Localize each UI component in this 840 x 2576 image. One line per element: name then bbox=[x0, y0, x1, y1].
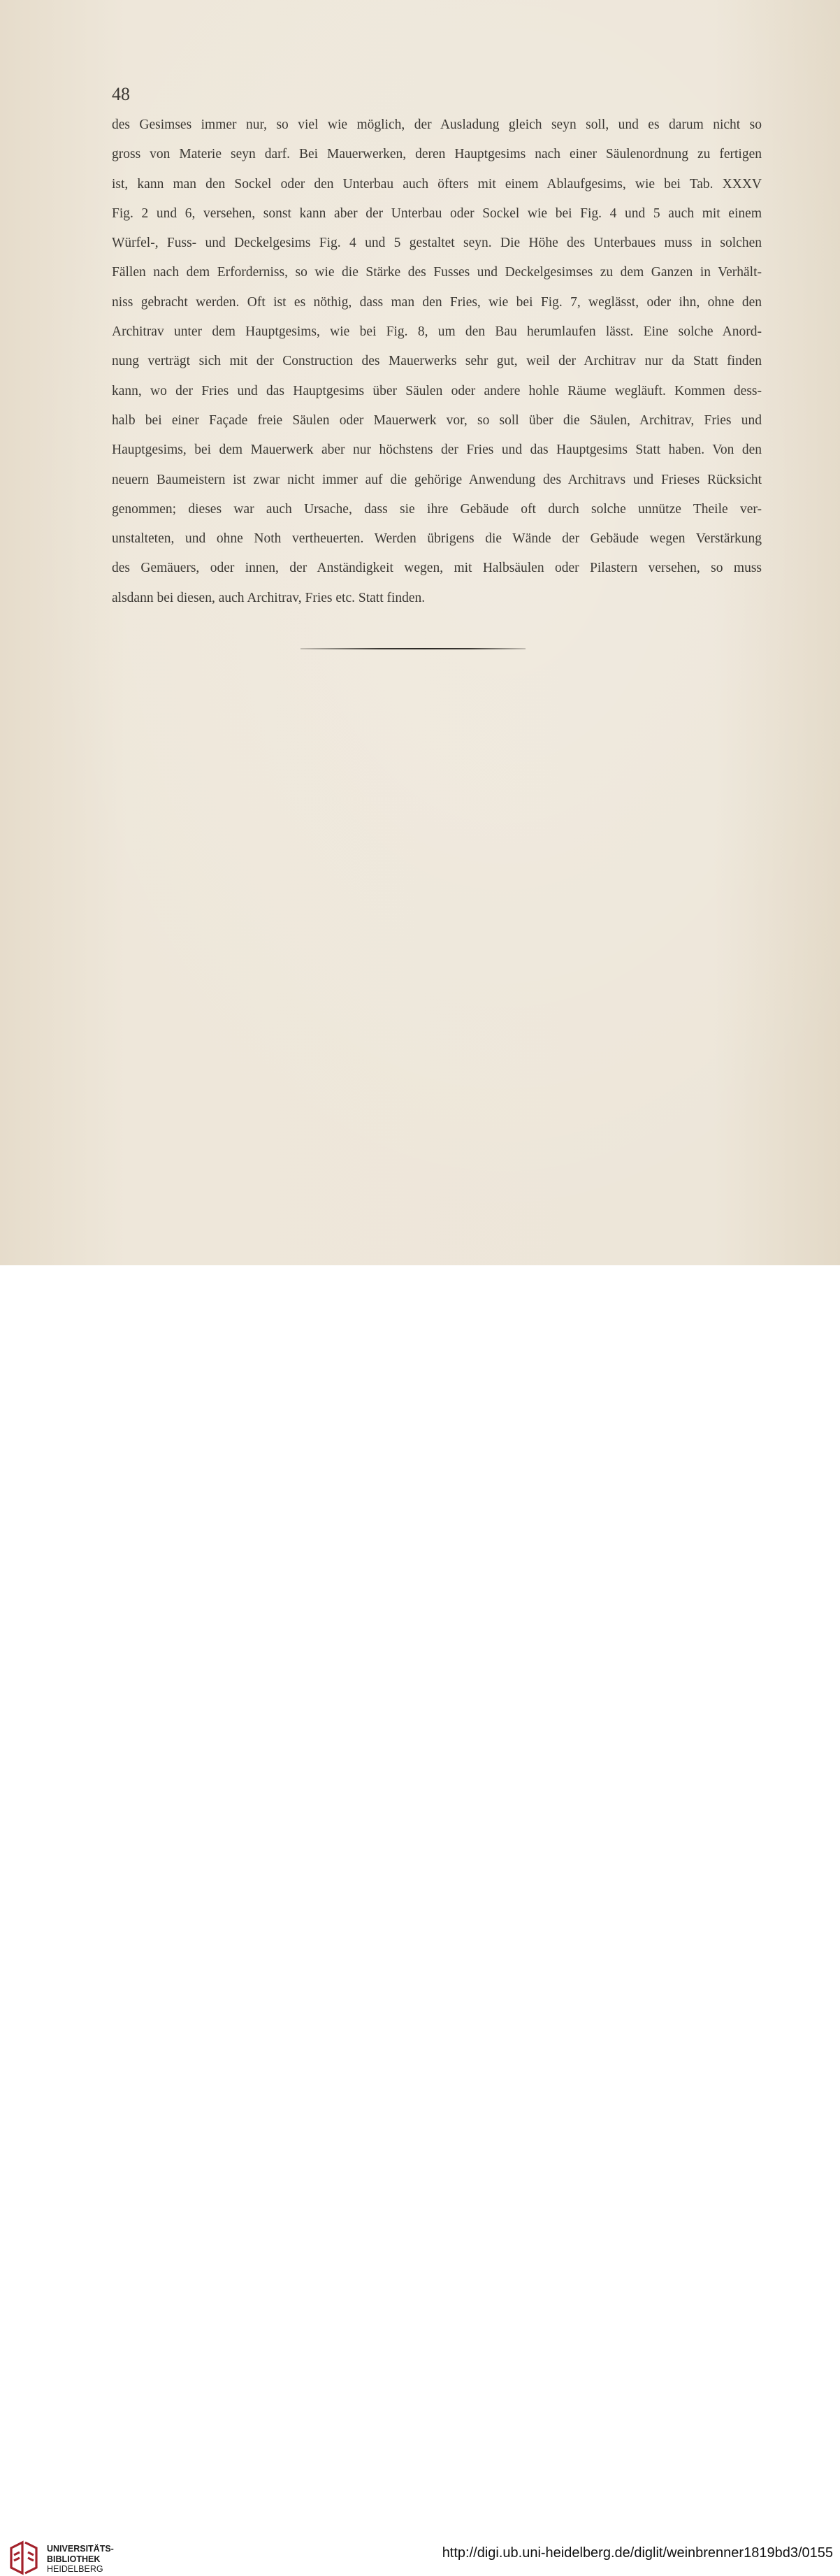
text-line: niss gebracht werden. Oft ist es nöthig, dass man den Fries, wie bei Fig. 7, weglässt, oder ihn, ohne den bbox=[112, 294, 762, 310]
text-line: Fig. 2 und 6, versehen, sonst kann aber der Unterbau oder Sockel wie bei Fig. 4 und 5 auch mit einem bbox=[112, 206, 762, 221]
text-line: kann, wo der Fries und das Hauptgesims über Säulen oder andere hohle Räume wegläuft. Kommen dess- bbox=[112, 383, 762, 398]
text-line: ist, kann man den Sockel oder den Unterbau auch öfters mit einem Ablaufgesims, wie bei Tab. XXXV bbox=[112, 176, 762, 192]
text-line: nung verträgt sich mit der Construction des Mauerwerks sehr gut, weil der Architrav nur da Statt finden bbox=[112, 354, 762, 369]
text-line: des Gemäuers, oder innen, der Anständigkeit wegen, mit Halbsäulen oder Pilastern versehen, so muss bbox=[112, 561, 762, 576]
text-line: genommen; dieses war auch Ursache, dass sie ihre Gebäude oft durch solche unnütze Theile ver- bbox=[112, 501, 762, 517]
text-line: Architrav unter dem Hauptgesims, wie bei Fig. 8, um den Bau herumlaufen lässt. Eine solche Anord- bbox=[112, 324, 762, 340]
closing-rule-divider bbox=[300, 648, 526, 649]
permalink-url[interactable]: http://digi.ub.uni-heidelberg.de/diglit/weinbrenner1819bd3/0155 bbox=[442, 2545, 833, 2561]
text-line: alsdann bei diesen, auch Architrav, Fries etc. Statt finden. bbox=[112, 590, 426, 605]
library-name-line: BIBLIOTHEK bbox=[47, 2554, 101, 2564]
page-number: 48 bbox=[112, 84, 130, 104]
text-line: gross von Materie seyn darf. Bei Mauerwerken, deren Hauptgesims nach einer Säulenordnung zu fertigen bbox=[112, 147, 762, 162]
text-line: unstalteten, und ohne Noth vertheuerten. Werden übrigens die Wände der Gebäude wegen Verstärkung bbox=[112, 531, 762, 547]
scanned-page bbox=[0, 0, 840, 1265]
text-line: des Gesimses immer nur, so viel wie möglich, der Ausladung gleich seyn soll, und es darum nicht so bbox=[112, 117, 762, 132]
text-line: halb bei einer Façade freie Säulen oder Mauerwerk vor, so soll über die Säulen, Architrav, Fries und bbox=[112, 412, 762, 428]
text-line: Würfel-, Fuss- und Deckelgesims Fig. 4 und 5 gestaltet seyn. Die Höhe des Unterbaues muss in solchen bbox=[112, 236, 762, 251]
footer-bar bbox=[0, 1265, 840, 2574]
body-text bbox=[112, 110, 762, 613]
library-name bbox=[47, 2544, 114, 2575]
text-line: Hauptgesims, bei dem Mauerwerk aber nur höchstens der Fries und das Hauptgesims Statt haben. Von den bbox=[112, 442, 762, 458]
library-name-line: HEIDELBERG bbox=[47, 2564, 103, 2574]
university-library-logo-icon bbox=[8, 2540, 39, 2576]
text-line: Fällen nach dem Erforderniss, so wie die Stärke des Fusses und Deckelgesimses zu dem Ganzen in Verhält- bbox=[112, 265, 762, 280]
library-name-line: UNIVERSITÄTS- bbox=[47, 2544, 114, 2554]
text-line: neuern Baumeistern ist zwar nicht immer auf die gehörige Anwendung des Architravs und Frieses Rücksicht bbox=[112, 472, 762, 487]
